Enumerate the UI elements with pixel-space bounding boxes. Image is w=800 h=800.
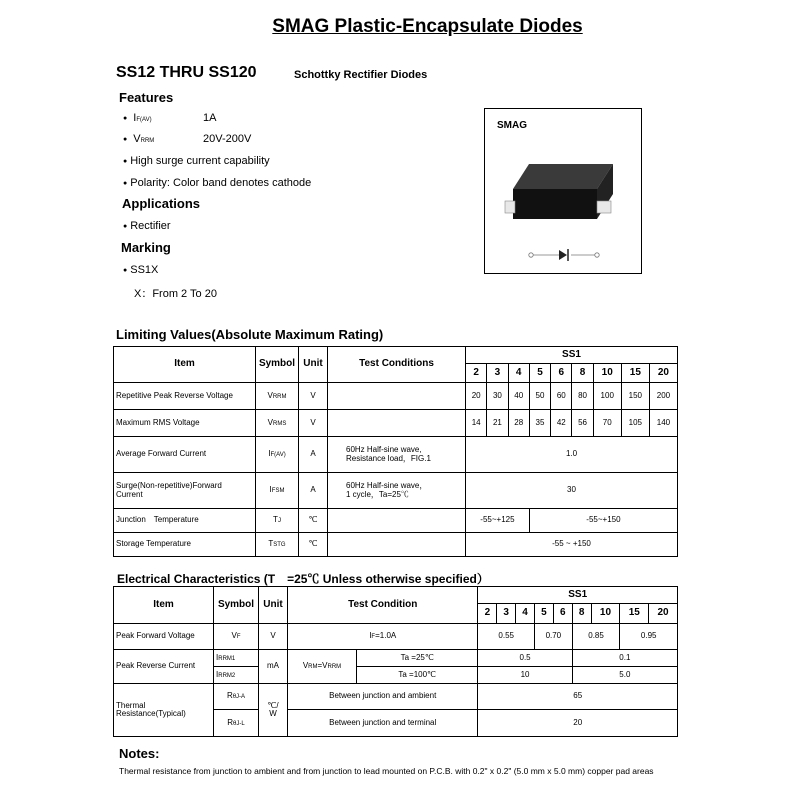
features-heading: Features (119, 90, 174, 105)
col-symbol: Symbol (214, 587, 259, 624)
feature-if: ● IF(AV) (123, 112, 152, 124)
col-unit: Unit (259, 587, 288, 624)
feature-vrrm-value: 20V-200V (203, 133, 252, 145)
limiting-values-table (113, 346, 678, 557)
col-20: 20 (649, 604, 678, 624)
table-row: RθJ-L Between junction and terminal 20 (114, 710, 678, 737)
table-row: Surge(Non-repetitive)Forward Current IFSM A 60Hz Half-sine wave， 1 cycle，Ta=25℃ 30 (114, 473, 678, 509)
col-5: 5 (529, 364, 550, 383)
table-row: Repetitive Peak Reverse Voltage VRRM V 20 30 40 50 60 80 100 150 200 (114, 383, 678, 410)
part-number: SS12 THRU SS120 (116, 64, 257, 81)
table-row: Peak Reverse Current IRRM1 mA VRM=VRRM Ta =25℃ 0.5 0.1 (114, 650, 678, 667)
col-8: 8 (572, 604, 591, 624)
col-symbol: Symbol (256, 347, 299, 383)
col-8: 8 (572, 364, 593, 383)
col-15: 15 (621, 364, 649, 383)
feature-polarity: ● Polarity: Color band denotes cathode (123, 177, 311, 189)
col-10: 10 (593, 364, 621, 383)
col-conditions: Test Condition (288, 587, 478, 624)
application-item: ● Rectifier (123, 220, 171, 232)
col-group-ss1: SS1 (466, 347, 678, 364)
table-row: Storage Temperature TSTG ℃ -55 ~ +150 (114, 533, 678, 557)
notes-heading: Notes: (119, 746, 160, 761)
table-row: IRRM2 Ta =100℃ 10 5.0 (114, 667, 678, 684)
page-title: SMAG Plastic-Encapsulate Diodes (272, 16, 583, 37)
electrical-characteristics-table (113, 586, 678, 737)
package-box (484, 108, 642, 274)
feature-if-value: 1A (203, 112, 217, 124)
table-row: Peak Forward Voltage VF V IF=1.0A 0.55 0.70 0.85 0.95 (114, 624, 678, 650)
smag-package-icon (485, 109, 641, 273)
col-5: 5 (535, 604, 554, 624)
marking-heading: Marking (121, 240, 171, 255)
package-label: SMAG (497, 120, 527, 131)
table-row: Average Forward Current IF(AV) A 60Hz Half-sine wave, Resistance load，FIG.1 1.0 (114, 437, 678, 473)
marking-code: ● SS1X (123, 264, 158, 276)
col-4: 4 (516, 604, 535, 624)
applications-heading: Applications (122, 196, 201, 211)
col-conditions: Test Conditions (328, 347, 466, 383)
marking-range: X：From 2 To 20 (134, 288, 217, 300)
col-3: 3 (487, 364, 508, 383)
feature-surge: ● High surge current capability (123, 155, 270, 167)
col-item: Item (114, 347, 256, 383)
col-20: 20 (649, 364, 677, 383)
notes-text: Thermal resistance from junction to ambient and from junction to lead mounted on P.C.B. with 0.2" x 0.2" (5.0 mm x 5.0 mm) copper pad areas (119, 766, 654, 776)
col-3: 3 (497, 604, 516, 624)
table-row: Thermal Resistance(Typical) RθJ-A ℃/ W Between junction and ambient 65 (114, 684, 678, 710)
col-item: Item (114, 587, 214, 624)
col-2: 2 (466, 364, 487, 383)
feature-vrrm: ● VRRM (123, 133, 154, 145)
limiting-heading: Limiting Values(Absolute Maximum Rating) (116, 327, 384, 342)
col-6: 6 (551, 364, 572, 383)
col-10: 10 (591, 604, 620, 624)
col-6: 6 (553, 604, 572, 624)
table-row: Junction Temperature TJ ℃ -55~+125 -55~+150 (114, 509, 678, 533)
electrical-heading: Electrical Characteristics (T =25℃ Unless otherwise specified） (117, 572, 489, 586)
col-unit: Unit (299, 347, 328, 383)
col-4: 4 (508, 364, 529, 383)
table-row: Maximum RMS Voltage VRMS V 14 21 28 35 42 56 70 105 140 (114, 410, 678, 437)
part-subtitle: Schottky Rectifier Diodes (294, 69, 428, 81)
col-15: 15 (620, 604, 649, 624)
col-group-ss1: SS1 (478, 587, 678, 604)
col-2: 2 (478, 604, 497, 624)
